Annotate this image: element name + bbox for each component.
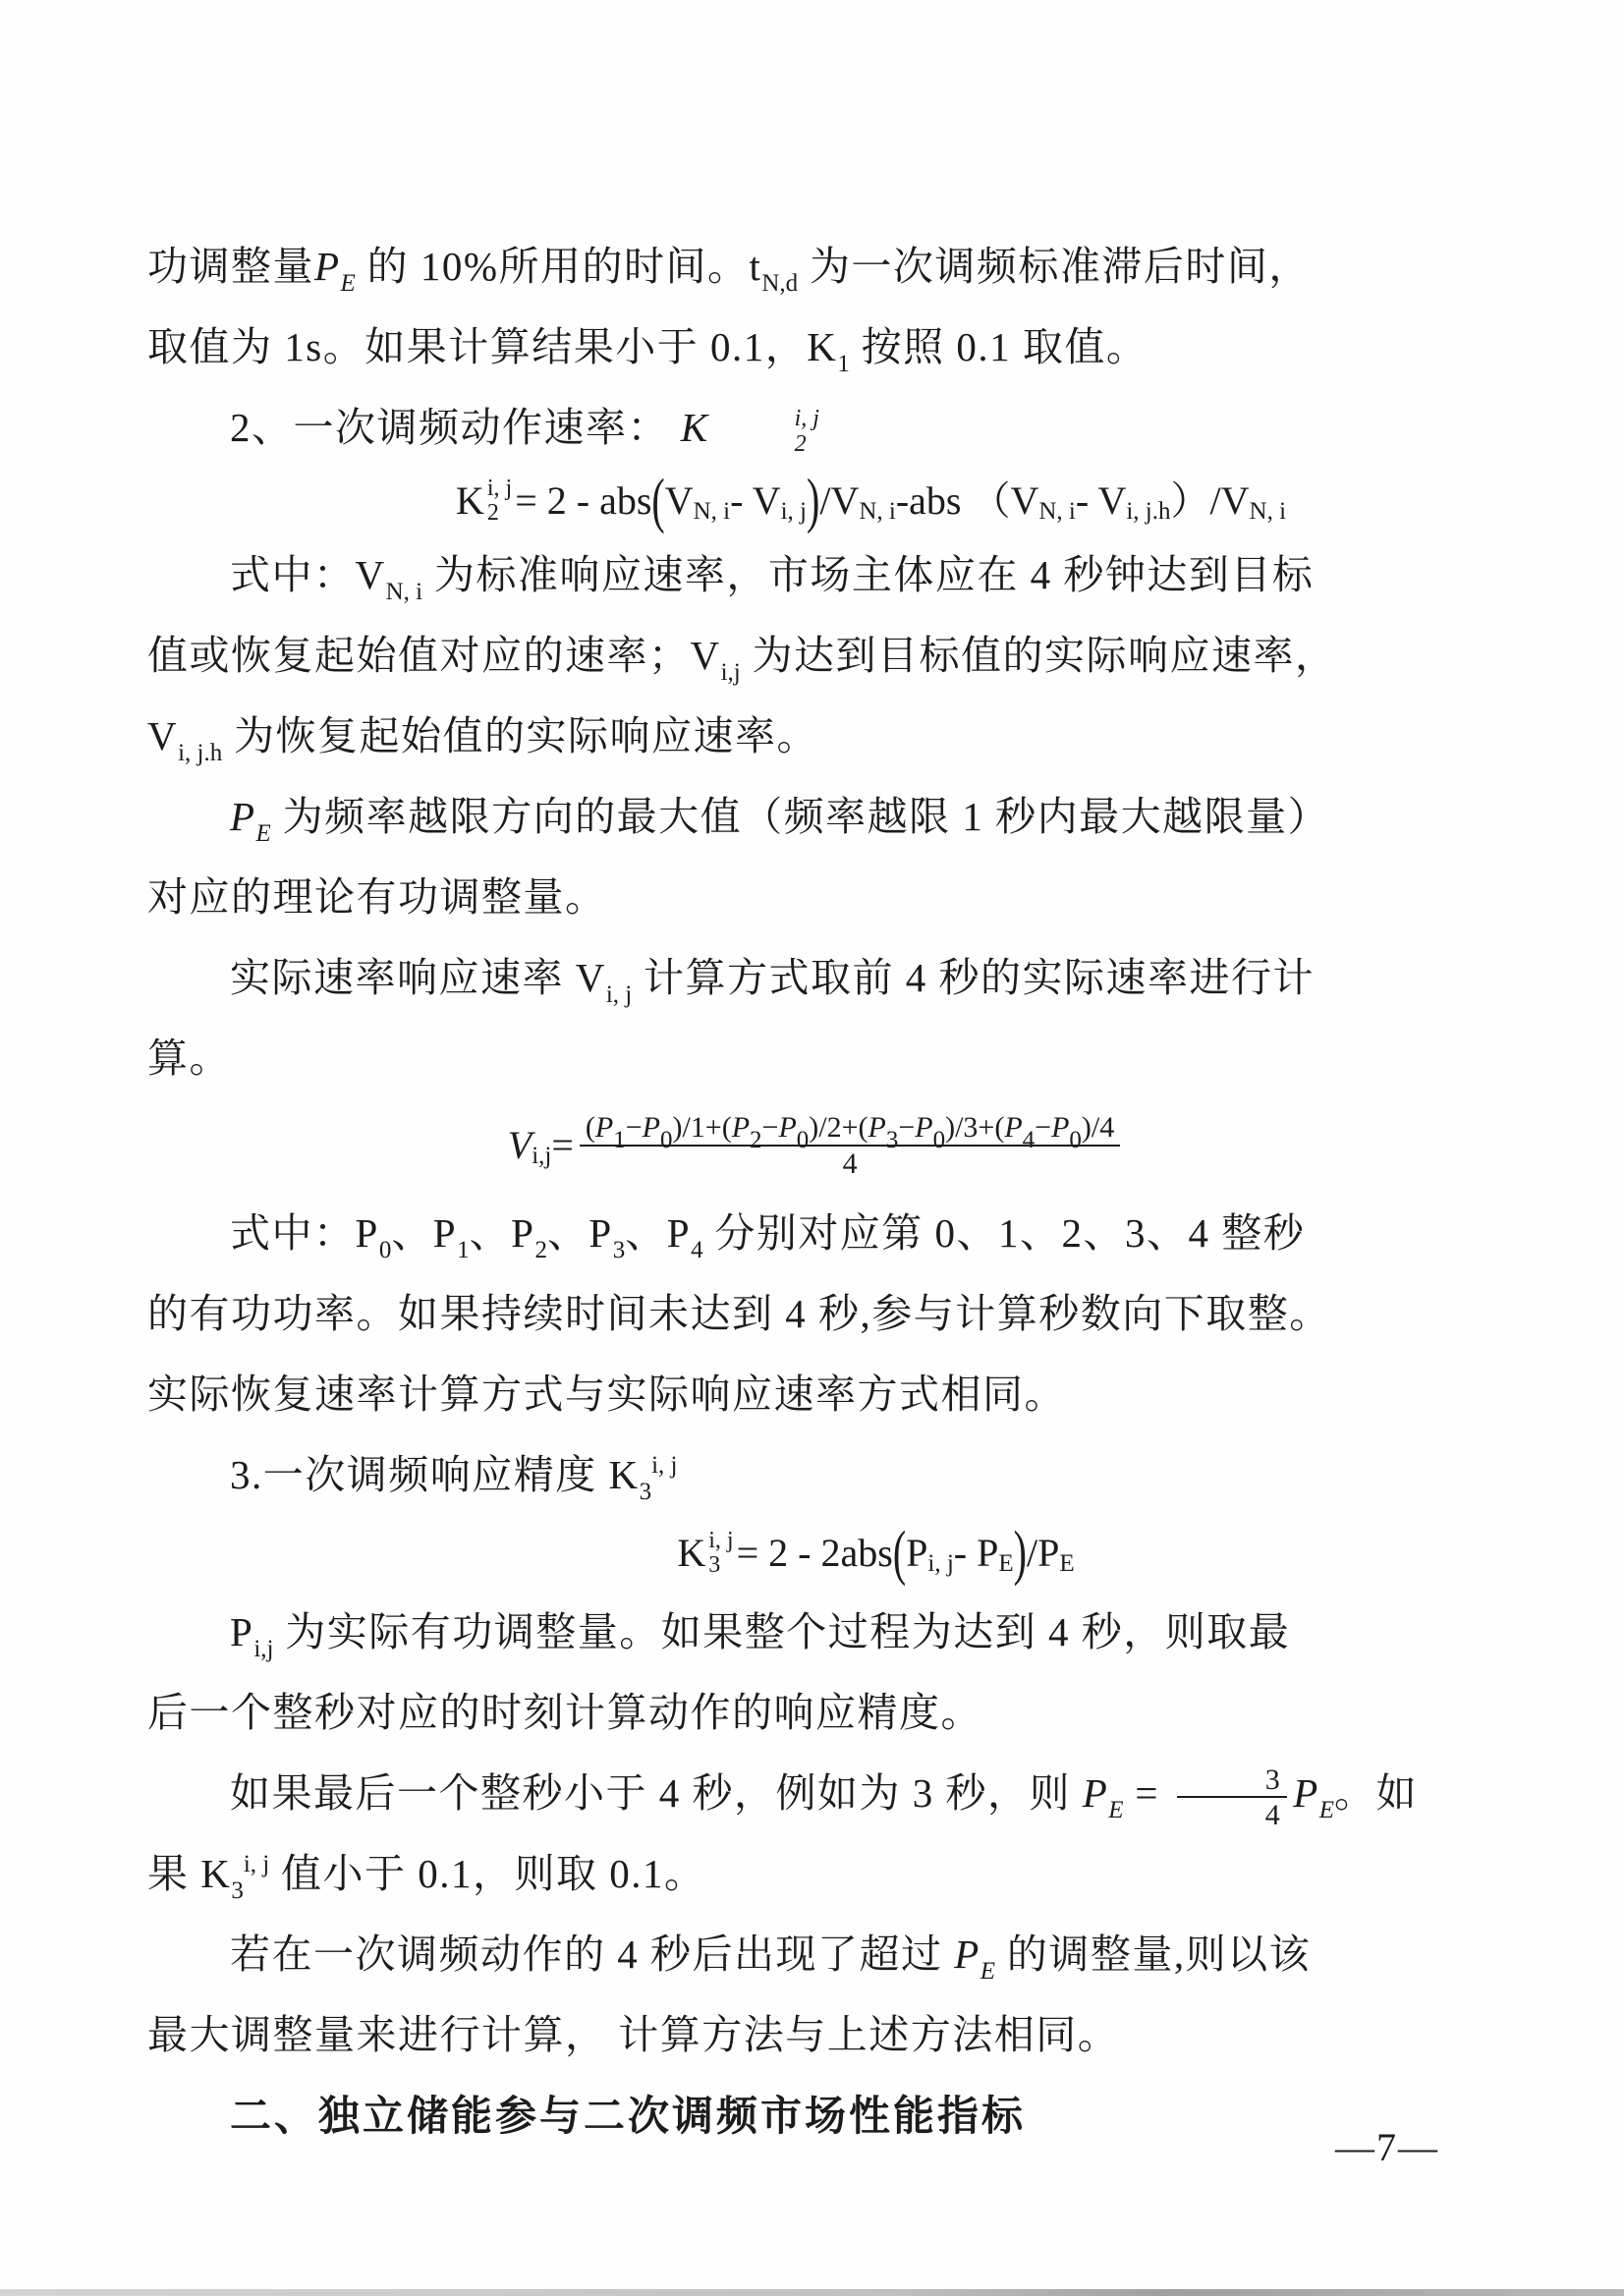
text-line-10: 式中：$P_0$、$P_1$、$P_2$、$P_3$、$P_4$ 分别对应第 0、1、2、3、4 整秒 [230,1210,1306,1263]
formula-k3: K i, j 3 = 2 - 2abs ( P i, j - P E ) /P E [677,1518,1075,1588]
text-line-16: 果 $K_3^{i, j}$ 值小于 0.1，则取 0.1。 [147,1851,706,1904]
fraction: $\frac{3}{4}$ [1177,1764,1288,1831]
text-line-6: $P_E$ 为频率越限方向的最大值（频率越限 1 秒内最大越限量） [230,794,1330,847]
item-2-heading: 2、一次调频动作速率： K i, j 2 [230,405,819,457]
formula-k2: K i, j 2 = 2 - abs ( V N, i - V i, j ) /V N, i -abs （V N, i - V i, j.h ）/V N, i [455,466,1287,535]
stacked-subsup: i, j 2 [794,406,819,457]
scan-edge-artifact [0,2289,1624,2296]
text-line-11: 的有功功率。如果持续时间未达到 4 秒,参与计算秒数向下取整。 [147,1291,1331,1336]
stacked-subsup: i, j 3 [708,1527,734,1578]
text-line-12: 实际恢复速率计算方式与实际响应速率方式相同。 [147,1372,1066,1417]
section-2-heading: 二、独立储能参与二次调频市场性能指标 [230,2093,1027,2139]
text-line-4: 值或恢复起始值对应的速率；$V_{i,j}$ 为达到目标值的实际响应速率， [147,633,1337,686]
text-line-18: 最大调整量来进行计算， 计算方法与上述方法相同。 [147,2012,1120,2057]
text-line-7: 对应的理论有功调整量。 [147,874,607,920]
text-line-13: $P_{i,j}$ 为实际有功调整量。如果整个过程为达到 4 秒，则取最 [230,1609,1291,1662]
text-line-5: $V_{i, j.h}$ 为恢复起始值的实际响应速率。 [147,713,819,766]
text-line-3: 式中：$V_{N, i}$ 为标准响应速率，市场主体应在 4 秒钟达到目标 [230,552,1315,605]
fraction: $\frac{(P_1-P_0)/1+(P_2-P_0)/2+(P_3-P_0)/3+(P_4-P_0)/4}{4}$ [580,1112,1120,1179]
text-line-9: 算。 [147,1036,231,1081]
text-line-14: 后一个整秒对应的时刻计算动作的响应精度。 [147,1690,982,1735]
page-number: —7— [1335,2125,1439,2169]
text-line-8: 实际速率响应速率 $V_{i, j}$ 计算方式取前 4 秒的实际速率进行计 [230,955,1316,1008]
text-line-2: 取值为 1s。如果计算结果小于 0.1，$K_1$ 按照 0.1 取值。 [147,324,1148,377]
stacked-subsup: i, j 2 [486,475,513,526]
text-line-1: 功调整量$P_E$ 的 10%所用的时间。$t_{N,d}$ 为一次调频标准滞后时间， [147,244,1311,297]
formula-vij: V i,j = $\frac{(P_1-P_0)/1+(P_2-P_0)/2+(P_3-P_0)/3+(P_4-P_0)/4}{4}$ [147,1098,1486,1193]
item-3-heading: 3.一次调频响应精度 $K_3^{i, j}$ [230,1452,678,1505]
document-body [147,226,1486,2157]
text-line-15: 如果最后一个整秒小于 4 秒，例如为 3 秒，则 $P_E$ = $\frac{3}{4}$ $P_E$。如 [230,1763,1419,1832]
text-line-17: 若在一次调频动作的 4 秒后出现了超过 $P_E$ 的调整量,则以该 [230,1932,1312,1985]
